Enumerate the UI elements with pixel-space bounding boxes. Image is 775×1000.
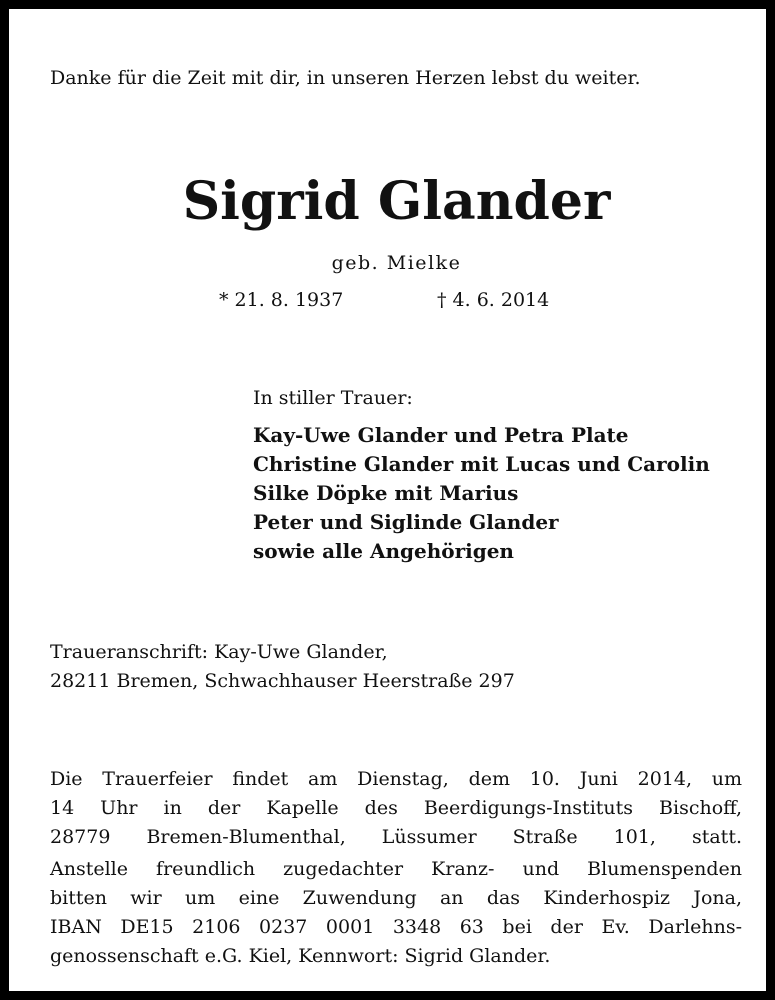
birth-date: * 21. 8. 1937 xyxy=(219,289,344,311)
service-line: 28779 Bremen-Blumenthal, Lüssumer Straße 101, statt. xyxy=(50,826,742,848)
mourners-block xyxy=(253,386,773,566)
mourner-line: Peter und Siglinde Glander xyxy=(253,509,559,534)
mourner-line: Christine Glander mit Lucas und Carolin xyxy=(253,451,710,476)
donation-paragraph xyxy=(50,855,742,971)
donation-line: Anstelle freundlich zugedachter Kranz- und Blumenspenden xyxy=(50,858,742,880)
mourning-address xyxy=(50,638,750,696)
tagline: Danke für die Zeit mit dir, in unseren Herzen lebst du weiter. xyxy=(50,67,641,89)
service-line: Die Trauerfeier findet am Dienstag, dem 10. Juni 2014, um xyxy=(50,768,742,790)
address-line: 28211 Bremen, Schwachhauser Heerstraße 297 xyxy=(50,670,515,692)
mourner-line: sowie alle Angehörigen xyxy=(253,538,514,563)
donation-line: IBAN DE15 2106 0237 0001 3348 63 bei der Ev. Darlehns- xyxy=(50,916,742,938)
funeral-service-paragraph xyxy=(50,765,742,852)
maiden-name: geb. Mielke xyxy=(331,252,462,274)
donation-line: genossenschaft e.G. Kiel, Kennwort: Sigrid Glander. xyxy=(50,945,551,967)
address-line: Traueranschrift: Kay-Uwe Glander, xyxy=(50,641,388,663)
service-line: 14 Uhr in der Kapelle des Beerdigungs-Instituts Bischoff, xyxy=(50,797,742,819)
mourner-line: Silke Döpke mit Marius xyxy=(253,480,519,505)
deceased-name: Sigrid Glander xyxy=(182,171,611,232)
mourner-line: Kay-Uwe Glander und Petra Plate xyxy=(253,422,629,447)
donation-line: bitten wir um eine Zuwendung an das Kinderhospiz Jona, xyxy=(50,887,742,909)
death-date: † 4. 6. 2014 xyxy=(437,289,550,311)
mourners-intro: In stiller Trauer: xyxy=(253,387,413,409)
